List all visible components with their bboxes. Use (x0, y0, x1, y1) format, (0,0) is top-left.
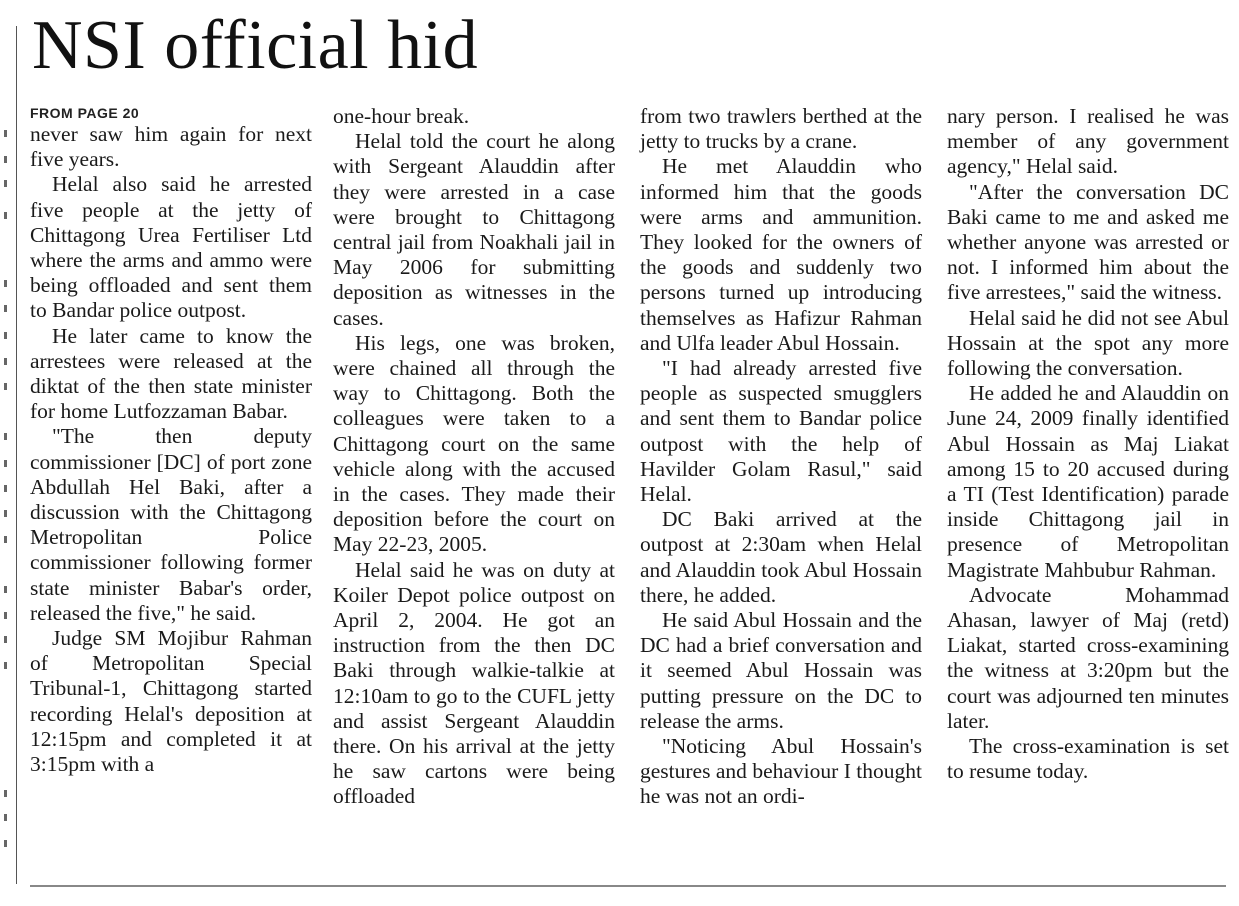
column-2 (333, 104, 615, 810)
paragraph: Helal told the court he along with Sergeant Alauddin after they were arrested in a case were brought to Chittagong central jail from Noakhali jail in May 2006 for submitting deposition as witnesses in the cases. (333, 129, 615, 330)
paragraph: His legs, one was broken, were chained all through the way to Chittagong. Both the colleagues were taken to a Chittagong court on the same vehicle along with the accused in the cases. They made their deposition before the court on May 22-23, 2005. (333, 330, 615, 557)
adjacent-column-fragments (2, 100, 10, 880)
paragraph: Helal also said he arrested five people at the jetty of Chittagong Urea Fertiliser Ltd where the arms and ammo were being offloaded and sent them to Bandar police outpost. (30, 172, 312, 323)
paragraph: The cross-examination is set to resume today. (947, 734, 1229, 784)
paragraph: "I had already arrested five people as suspected smugglers and sent them to Bandar police outpost with the help of Havilder Golam Rasul," said Helal. (640, 356, 922, 507)
paragraph: Helal said he was on duty at Koiler Depot police outpost on April 2, 2004. He got an instruction from the then DC Baki through walkie-talkie at 12:10am to go to the CUFL jetty and assist Sergeant Alauddin there. On his arrival at the jetty he saw cartons were being offloaded (333, 557, 615, 809)
paragraph: He said Abul Hossain and the DC had a brief conversation and it seemed Abul Hossain was putting pressure on the DC to release the arms. (640, 608, 922, 733)
paragraph: Helal said he did not see Abul Hossain at the spot any more following the conversation. (947, 305, 1229, 381)
paragraph: from two trawlers berthed at the jetty to trucks by a crane. (640, 104, 922, 154)
headline: NSI official hid (32, 7, 479, 84)
paragraph: "After the conversation DC Baki came to me and asked me whether anyone was arrested or not. I informed him about the five arrestees," said the witness. (947, 179, 1229, 305)
paragraph: Judge SM Mojibur Rahman of Metropolitan Special Tribunal-1, Chittagong started recording Helal's deposition at 12:15pm and completed it at 3:15pm with a (30, 626, 312, 777)
paragraph: "The then deputy commissioner [DC] of port zone Abdullah Hel Baki, after a discussion with the Chittagong Metropolitan Police commissioner following former state minister Babar's order, released the five," he said. (30, 424, 312, 625)
left-column-rule (16, 26, 17, 884)
paragraph: "Noticing Abul Hossain's gestures and behaviour I thought he was not an ordi- (640, 734, 922, 809)
article-body (30, 104, 1230, 874)
paragraph: He later came to know the arrestees were released at the diktat of the then state minister for home Lutfozzaman Babar. (30, 323, 312, 424)
column-1 (30, 104, 312, 777)
paragraph: nary person. I realised he was member of any government agency," Helal said. (947, 104, 1229, 179)
column-4 (947, 104, 1229, 784)
paragraph: never saw him again for next five years. (30, 122, 312, 172)
paragraph: He met Alauddin who informed him that the goods were arms and ammunition. They looked for the owners of the goods and suddenly two persons turned up introducing themselves as Hafizur Rahman and Ulfa leader Abul Hossain. (640, 154, 922, 355)
paragraph: DC Baki arrived at the outpost at 2:30am when Helal and Alauddin took Abul Hossain there, he added. (640, 507, 922, 607)
bottom-rule (30, 885, 1226, 887)
paragraph: Advocate Mohammad Ahasan, lawyer of Maj (retd) Liakat, started cross-examining the witness at 3:20pm but the court was adjourned ten minutes later. (947, 582, 1229, 733)
paragraph: He added he and Alauddin on June 24, 2009 finally identified Abul Hossain as Maj Liakat among 15 to 20 accused during a TI (Test Identification) parade inside Chittagong jail in presence of Metropolitan Magistrate Mahbubur Rahman. (947, 381, 1229, 582)
column-3 (640, 104, 922, 810)
jump-kicker: FROM PAGE 20 (30, 105, 140, 121)
paragraph: one-hour break. (333, 104, 470, 128)
